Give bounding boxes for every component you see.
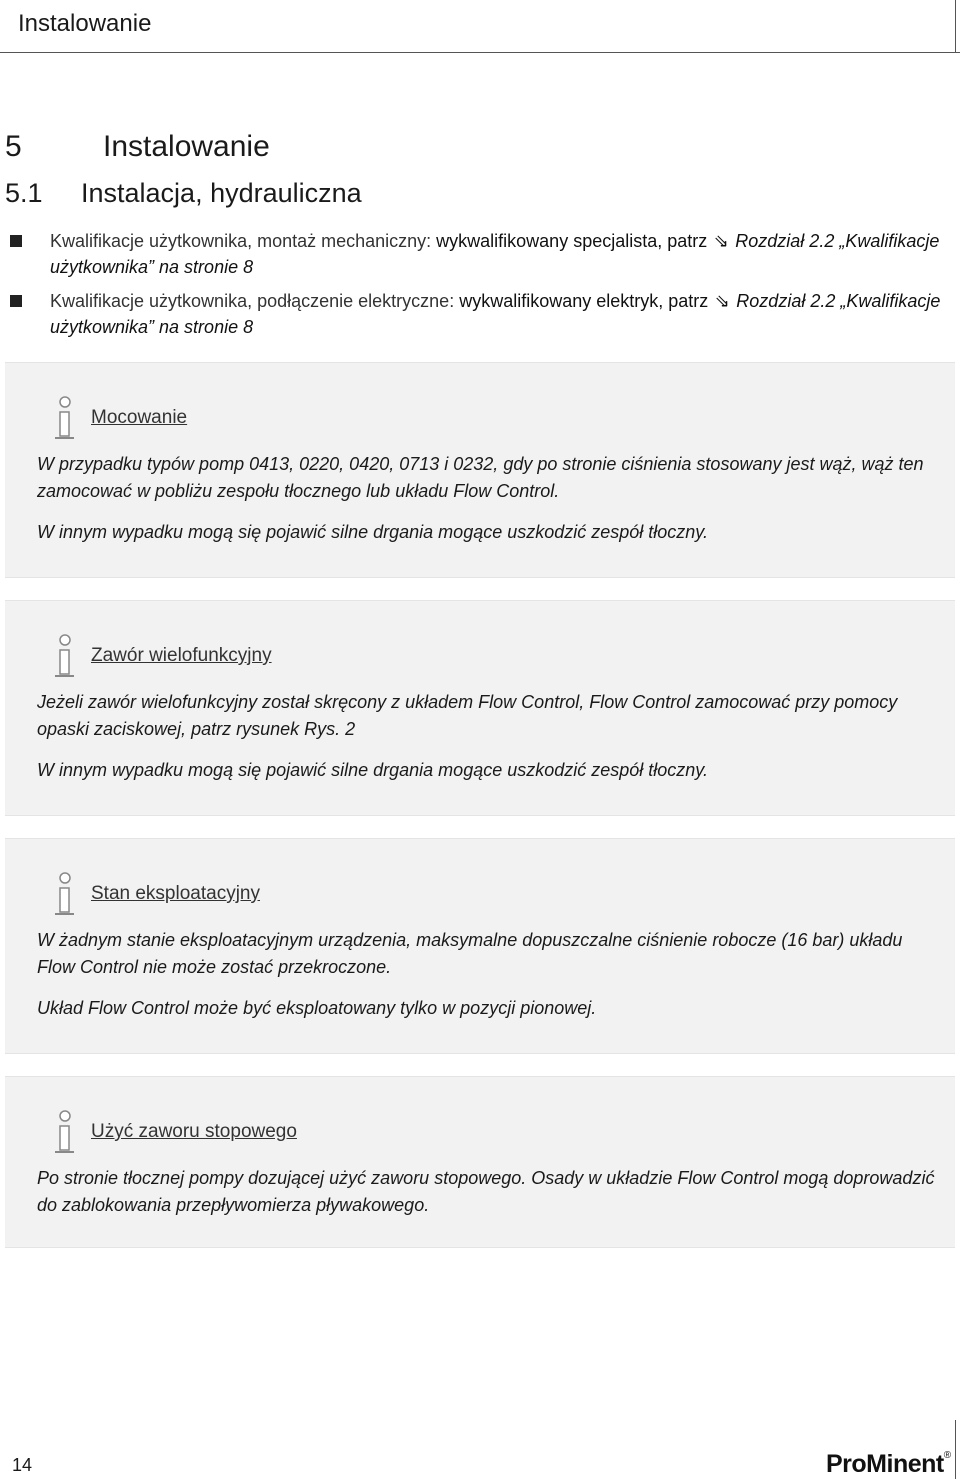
info-icon — [49, 1109, 77, 1157]
header-rule — [0, 52, 960, 53]
bullet-text: wykwalifikowany specjalista, patrz — [431, 231, 713, 251]
note-paragraph: Jeżeli zawór wielofunkcyjny został skręcony z układem Flow Control, Flow Control zamocować przy pomocy opaski zaciskowej, patrz rysunek Rys. 2 — [37, 692, 898, 739]
info-icon — [49, 871, 77, 919]
note-title: Zawór wielofunkcyjny — [91, 645, 272, 666]
list-item — [10, 288, 955, 340]
section-title: Instalacja, hydrauliczna — [81, 178, 362, 208]
list-item — [10, 228, 955, 280]
note-paragraph: W innym wypadku mogą się pojawić silne drgania mogące uszkodzić zespół tłoczny. — [37, 760, 708, 780]
note-paragraph: Układ Flow Control może być eksploatowany tylko w pozycji pionowej. — [37, 998, 597, 1018]
bullet-keyword: Kwalifikacje użytkownika, podłączenie elektryczne: — [50, 291, 455, 311]
note-paragraph: W żadnym stanie eksploatacyjnym urządzenia, maksymalne dopuszczalne ciśnienie robocze (16 bar) układu Flow Control nie może zostać przekroczone. — [37, 930, 903, 977]
cross-reference-link[interactable]: Rozdział 2.2 „Kwalifikacje użytkownika” na stronie 8 — [50, 231, 940, 277]
footer-divider — [955, 1420, 956, 1479]
info-note-foot-valve — [5, 1076, 955, 1248]
info-icon — [49, 395, 77, 443]
chapter-title: Instalowanie — [103, 130, 270, 163]
note-body — [37, 451, 937, 560]
chapter-heading — [5, 130, 270, 164]
note-title: Użyć zaworu stopowego — [91, 1121, 297, 1142]
info-note-mounting — [5, 362, 955, 578]
cross-reference-arrow-icon: ⇘ — [714, 291, 730, 311]
prominent-logo — [826, 1450, 951, 1479]
note-body — [37, 927, 937, 1036]
info-note-operating-state — [5, 838, 955, 1054]
page-number: 14 — [12, 1455, 33, 1475]
bullet-square-icon — [10, 295, 22, 307]
note-title: Stan eksploatacyjny — [91, 883, 260, 904]
header-title: Instalowanie — [18, 10, 152, 37]
bullet-text: wykwalifikowany elektryk, patrz — [454, 291, 714, 311]
bullet-keyword: Kwalifikacje użytkownika, montaż mechaniczny: — [50, 231, 432, 251]
note-paragraph: Po stronie tłocznej pompy dozującej użyć zaworu stopowego. Osady w układzie Flow Control mogą doprowadzić do zablokowania przepływomierza pływakowego. — [37, 1168, 935, 1215]
section-number: 5.1 — [5, 178, 43, 208]
registered-mark: ® — [943, 1450, 951, 1461]
logo-text: ProMinent — [826, 1450, 944, 1478]
chapter-number: 5 — [5, 130, 22, 163]
info-note-multifunction-valve — [5, 600, 955, 816]
note-body — [37, 1165, 937, 1233]
section-heading — [5, 178, 362, 209]
bullet-square-icon — [10, 235, 22, 247]
cross-reference-link[interactable]: Rozdział 2.2 „Kwalifikacje użytkownika” na stronie 8 — [50, 291, 941, 337]
cross-reference-arrow-icon: ⇘ — [713, 231, 729, 251]
note-paragraph: W przypadku typów pomp 0413, 0220, 0420, 0713 i 0232, gdy po stronie ciśnienia stosowany jest wąż, wąż ten zamocować w pobliżu zespołu tłocznego lub układu Flow Control. — [37, 454, 924, 501]
note-body — [37, 689, 937, 798]
info-icon — [49, 633, 77, 681]
qualification-list — [10, 228, 955, 348]
note-title: Mocowanie — [91, 407, 188, 428]
page-header — [0, 0, 960, 52]
header-divider — [955, 0, 956, 52]
note-paragraph: W innym wypadku mogą się pojawić silne drgania mogące uszkodzić zespół tłoczny. — [37, 522, 708, 542]
